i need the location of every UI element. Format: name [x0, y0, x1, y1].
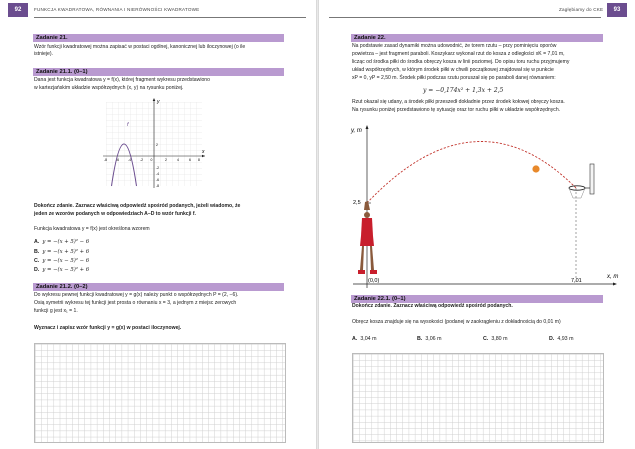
task-211-text-2: w kartezjańskim układzie współrzędnych (x, y) na rysunku poniżej.	[34, 85, 184, 91]
basket-icon	[569, 164, 594, 198]
running-title: FUNKCJA KWADRATOWA, RÓWNANIA I NIERÓWNOŚCI KWADRATOWE	[34, 7, 200, 12]
fig-x-end-label: 7,01	[571, 278, 582, 284]
fig-y0-label: 2,5	[353, 200, 361, 206]
y-tick: -8	[156, 184, 160, 188]
task-211-lead: Funkcja kwadratowa y = f(x) jest określona wzorem	[34, 226, 150, 232]
option-c[interactable]	[34, 258, 89, 264]
x-tick: -6	[116, 158, 120, 162]
task-22-line-6: Rzut okazał się udany, a środek piłki przeszedł dokładnie przez środek kołowej obręczy kosza.	[352, 99, 565, 105]
option-b[interactable]	[417, 336, 442, 342]
task-22-line-3: licząc od środka piłki do środka obręczy kosza w linii poziomej. Do opisu toru ruchu przyjmujemy	[352, 59, 570, 65]
graph-y-label: y	[157, 99, 160, 105]
task-211-title: Zadanie 21.1. (0–1)	[33, 68, 284, 76]
function-graph	[99, 96, 209, 192]
task-212-title: Zadanie 21.2. (0–2)	[33, 283, 284, 291]
task-22-line-4: układ współrzędnych, w którym środek piłki w chwili początkowej znajdował się w punkcie	[352, 67, 554, 73]
task-21-text-2: istnieje).	[34, 51, 53, 57]
option-letter: A.	[34, 239, 40, 245]
x-tick: -4	[128, 158, 132, 162]
task-22-line-5: xP = 0, yP = 2,50 m. Środek piłki podczas rzutu poruszał się po paraboli danej równaniem:	[352, 75, 556, 81]
option-letter: A.	[352, 336, 358, 342]
task-221-lead: Obręcz kosza znajduje się na wysokości (podanej w zaokrągleniu z dokładnością do 0,01 m)	[352, 319, 561, 325]
x-tick: 4	[177, 158, 179, 162]
graph-func-label: f	[127, 122, 129, 128]
left-page	[0, 0, 316, 449]
task-212-instruction: Wyznacz i zapisz wzór funkcji y = g(x) w postaci iloczynowej.	[34, 325, 182, 331]
x-tick: 2	[165, 158, 167, 162]
y-tick: 2	[156, 143, 158, 147]
fig-origin-label: (0,0)	[368, 278, 380, 284]
header-rule	[329, 17, 601, 18]
task-211-text-1: Dana jest funkcja kwadratowa y = f(x), której fragment wykresu przedstawiono	[34, 77, 210, 83]
y-axis-arrow	[153, 98, 156, 101]
task-22-line-2: powietrza – jest fragment paraboli. Koszykarz wykonał rzut do kosza z odległości xK = 7,01 m,	[352, 51, 565, 57]
task-212-text-2: Osią symetrii wykresu tej funkcji jest prosta o równaniu x = 3, a jednym z miejsc zerowych	[34, 300, 237, 306]
x-tick: 8	[198, 158, 200, 162]
option-letter: C.	[483, 336, 489, 342]
basketball-figure	[345, 118, 621, 290]
option-letter: C.	[34, 258, 40, 264]
option-letter: D.	[34, 267, 40, 273]
option-text: y = −(x − 5)² − 6	[42, 258, 90, 264]
task-21-text-1: Wzór funkcji kwadratowej można zapisać w postaci ogólnej, kanonicznej lub iloczynowej (o ile	[34, 44, 246, 50]
header-rule	[34, 17, 306, 18]
option-text: y = −(x − 5)² + 6	[42, 267, 90, 273]
option-text: 4,93 m	[557, 336, 574, 342]
option-letter: B.	[34, 249, 40, 255]
option-text: 3,04 m	[360, 336, 377, 342]
answer-grid-right[interactable]	[352, 353, 604, 443]
answer-grid-left[interactable]	[34, 343, 286, 443]
y-tick: -2	[156, 166, 160, 170]
basketball-player-icon	[358, 201, 377, 274]
option-text: 3,06 m	[425, 336, 442, 342]
right-header	[319, 0, 635, 20]
running-title: Zagłębiamy do CKE	[559, 7, 604, 12]
basketball-icon	[532, 165, 539, 172]
y-tick: -4	[156, 172, 160, 176]
task-22-title: Zadanie 22.	[351, 34, 603, 42]
option-a[interactable]	[34, 239, 89, 245]
task-22-line-7: Na rysunku poniżej przedstawiono tę sytuację oraz tor ruchu piłki w układzie współrzędnych.	[352, 107, 561, 113]
left-header	[0, 0, 316, 20]
x-tick: -2	[140, 158, 144, 162]
task-221-instruction: Dokończ zdanie. Zaznacz właściwą odpowiedź spośród podanych.	[352, 303, 513, 309]
option-letter: D.	[549, 336, 555, 342]
task-212-text-1: Do wykresu pewnej funkcji kwadratowej y = g(x) należy punkt o współrzędnych P = (2, −6).	[34, 292, 239, 298]
option-d[interactable]	[34, 267, 89, 273]
x-tick: 6	[189, 158, 191, 162]
page-number: 92	[8, 3, 28, 17]
task-211-instruction-1: Dokończ zdanie. Zaznacz właściwą odpowiedź spośród podanych, jeżeli wiadomo, że	[34, 203, 241, 209]
task-221-title: Zadanie 22.1. (0–1)	[351, 295, 603, 303]
graph-x-label: x	[202, 149, 205, 155]
option-text: y = −(x + 5)² − 6	[42, 239, 90, 245]
ball-trajectory	[367, 141, 576, 203]
x-axis-arrow	[202, 155, 205, 158]
page-number: 93	[607, 3, 627, 17]
x-tick: 0	[150, 158, 153, 162]
y-axis-arrow	[366, 125, 369, 129]
fig-x-label: x, m	[607, 274, 619, 280]
option-d[interactable]	[549, 336, 574, 342]
option-b[interactable]	[34, 249, 89, 255]
x-axis-arrow	[613, 283, 617, 286]
task-22-line-1: Na podstawie zasad dynamiki można udowodnić, że torem rzutu – przy pominięciu oporów	[352, 43, 557, 49]
task-211-instruction-2: jeden ze wzorów podanych w odpowiedziach A–D to wzór funkcji f.	[34, 211, 196, 217]
fig-y-label: y, m	[351, 128, 362, 134]
trajectory-equation: y = −0,174x² + 1,3x + 2,5	[423, 87, 504, 94]
task-212-text-3: funkcji g jest x₁ = 1.	[34, 308, 78, 314]
option-a[interactable]	[352, 336, 377, 342]
x-tick: -8	[104, 158, 108, 162]
option-text: y = −(x + 5)² + 6	[42, 249, 90, 255]
option-text: 3,80 m	[491, 336, 508, 342]
task-21-title: Zadanie 21.	[33, 34, 284, 42]
option-letter: B.	[417, 336, 423, 342]
y-tick: -6	[156, 178, 160, 182]
option-c[interactable]	[483, 336, 508, 342]
right-page	[319, 0, 635, 449]
